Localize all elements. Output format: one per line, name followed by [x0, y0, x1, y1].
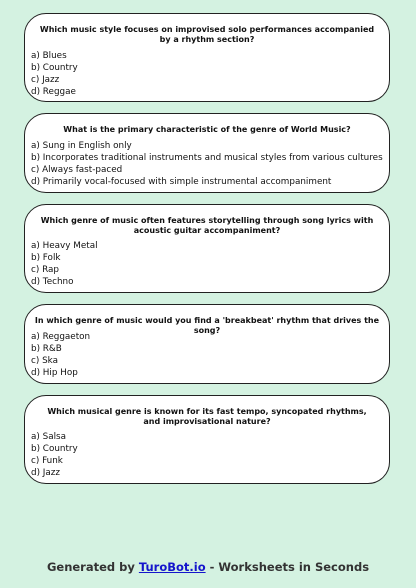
question-card-5: [24, 395, 390, 484]
question-text: In which genre of music would you find a 'breakbeat' rhythm that drives the song?: [34, 316, 380, 335]
option-b: b) Country: [31, 444, 78, 454]
option-c: c) Always fast-paced: [31, 165, 123, 175]
question-text: Which musical genre is known for its fast tempo, syncopated rhythms, and improvisational nature?: [47, 407, 367, 426]
question-card-2: [24, 113, 390, 193]
option-c: c) Funk: [31, 456, 63, 466]
option-d: d) Primarily vocal-focused with simple instrumental accompaniment: [31, 177, 332, 187]
option-d: d) Reggae: [31, 87, 76, 97]
option-b: b) Country: [31, 63, 78, 73]
footer-prefix: Generated by: [46, 560, 139, 574]
turobot-link[interactable]: TuroBot.io: [138, 560, 206, 574]
question-card-4: [24, 304, 390, 384]
option-c: c) Jazz: [31, 75, 60, 85]
option-c: c) Rap: [31, 265, 59, 275]
option-b: b) R&B: [31, 344, 62, 354]
options-list: [31, 140, 383, 188]
option-c: c) Ska: [31, 356, 58, 366]
option-d: d) Jazz: [31, 468, 61, 478]
footer-suffix: - Worksheets in Seconds: [205, 560, 370, 574]
options-list: [31, 240, 98, 288]
option-b: b) Folk: [31, 253, 61, 263]
option-d: d) Techno: [31, 277, 74, 287]
footer: [0, 560, 416, 574]
options-list: [31, 431, 78, 479]
question-text: What is the primary characteristic of the genre of World Music?: [63, 125, 351, 134]
question-card-1: [24, 13, 390, 102]
option-d: d) Hip Hop: [31, 368, 78, 378]
option-a: a) Heavy Metal: [31, 241, 98, 251]
option-a: a) Sung in English only: [31, 141, 132, 151]
question-text: Which music style focuses on improvised solo performances accompanied by a rhythm section?: [39, 25, 375, 44]
option-a: a) Blues: [31, 51, 67, 61]
option-a: a) Salsa: [31, 432, 67, 442]
option-a: a) Reggaeton: [31, 332, 91, 342]
options-list: [31, 50, 78, 98]
option-b: b) Incorporates traditional instruments and musical styles from various cultures: [31, 153, 383, 163]
question-text: Which genre of music often features storytelling through song lyrics with acoustic guitar accompaniment?: [40, 216, 374, 235]
question-card-3: [24, 204, 390, 293]
options-list: [31, 331, 90, 379]
